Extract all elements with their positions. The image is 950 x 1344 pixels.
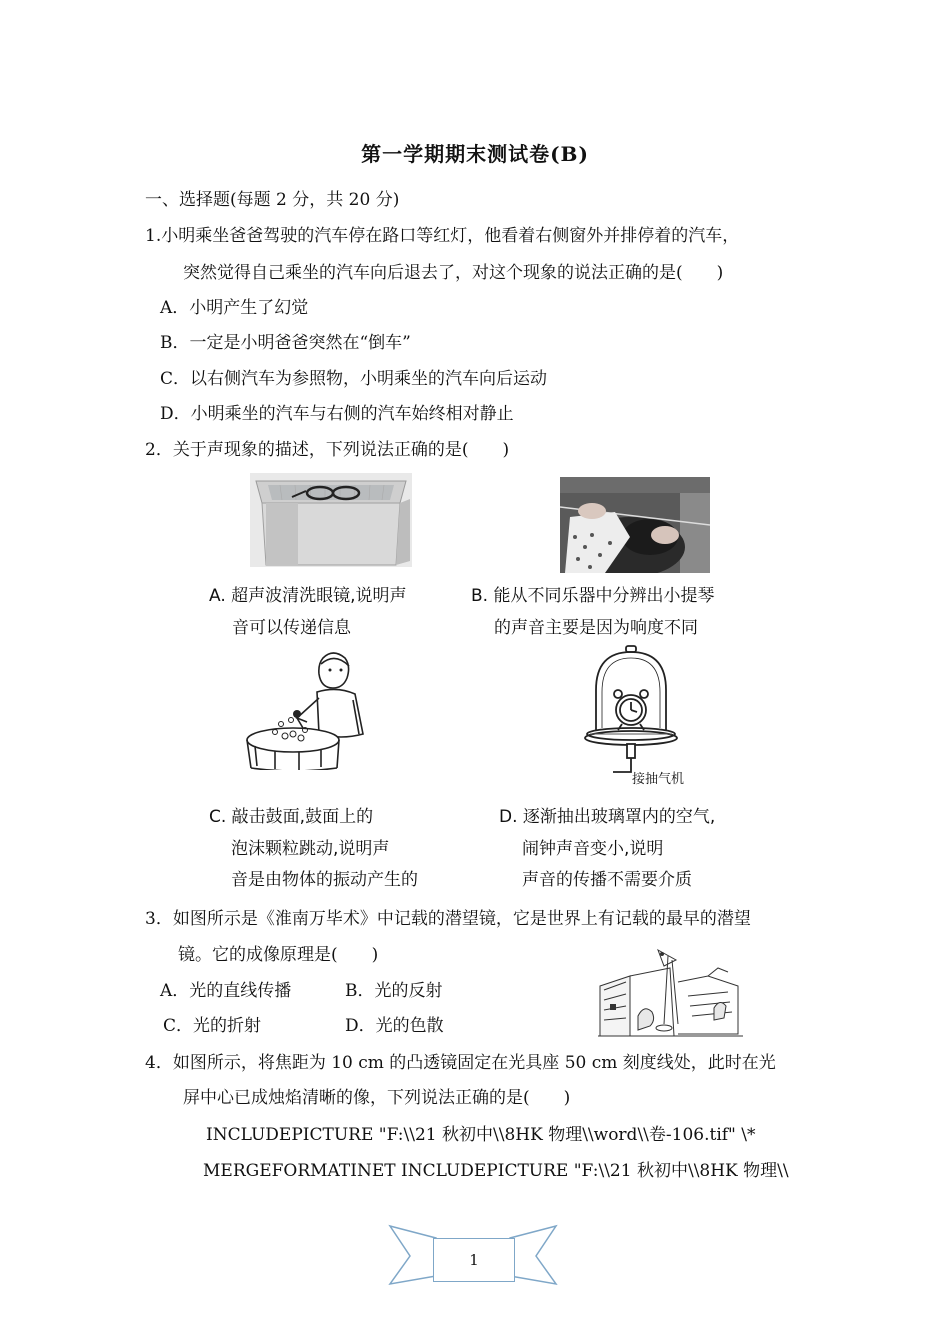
q3-stem-line2: 镜。它的成像原理是( ) [178, 945, 379, 965]
q3-option-a: A．光的直线传播 [160, 981, 292, 1001]
q3-stem-line1: 3．如图所示是《淮南万毕术》中记载的潜望镜，它是世界上有记载的最早的潜望 [145, 909, 751, 929]
q3-option-b: B．光的反射 [345, 981, 443, 1001]
q1-stem-line1: 1.小明乘坐爸爸驾驶的汽车停在路口等红灯，他看着右侧窗外并排停着的汽车， [145, 226, 740, 246]
q2-caption-a-line1: A. 超声波清洗眼镜,说明声 [209, 586, 407, 606]
drum-figure [245, 648, 385, 770]
q3-option-d: D．光的色散 [345, 1016, 444, 1036]
q2-caption-b-line1: B. 能从不同乐器中分辨出小提琴 [471, 586, 715, 606]
q3-option-c: C．光的折射 [163, 1016, 262, 1036]
q2-caption-d-line3: 声音的传播不需要介质 [522, 870, 692, 890]
ultrasonic-cleaner-figure [250, 473, 412, 567]
page-title: 第一学期期末测试卷(B) [361, 142, 589, 166]
violin-figure [560, 477, 710, 573]
q2-caption-c-line1: C. 敲击鼓面,鼓面上的 [209, 807, 374, 827]
q4-stem-line1: 4．如图所示，将焦距为 10 cm 的凸透镜固定在光具座 50 cm 刻度线处，此时在光 [145, 1053, 776, 1073]
section-heading: 一、选择题(每题 2 分，共 20 分) [145, 190, 400, 210]
q1-stem-line2: 突然觉得自己乘坐的汽车向后退去了，对这个现象的说法正确的是( ) [183, 263, 724, 283]
q2-stem: 2．关于声现象的描述，下列说法正确的是( ) [145, 440, 510, 460]
pump-label: 接抽气机 [632, 772, 685, 787]
page-number: 1 [433, 1238, 515, 1282]
q4-field-code-line1: INCLUDEPICTURE "F:\\21 秋初中\\8HK 物理\\word\\卷-106.tif" \* [206, 1125, 756, 1145]
q4-stem-line2: 屏中心已成烛焰清晰的像，下列说法正确的是( ) [183, 1088, 571, 1108]
q1-option-b: B．一定是小明爸爸突然在“倒车” [160, 333, 411, 353]
q2-caption-c-line2: 泡沫颗粒跳动,说明声 [231, 839, 390, 859]
q2-caption-a-line2: 音可以传递信息 [232, 618, 351, 638]
q1-option-d: D．小明乘坐的汽车与右侧的汽车始终相对静止 [160, 404, 514, 424]
q2-caption-c-line3: 音是由物体的振动产生的 [231, 870, 418, 890]
q2-caption-d-line2: 闹钟声音变小,说明 [522, 839, 664, 859]
q1-option-c: C．以右侧汽车为参照物，小明乘坐的汽车向后运动 [160, 369, 548, 389]
ancient-periscope-figure [598, 946, 743, 1038]
q1-option-a: A．小明产生了幻觉 [160, 298, 309, 318]
q2-caption-b-line2: 的声音主要是因为响度不同 [494, 618, 698, 638]
q4-field-code-line2: MERGEFORMATINET INCLUDEPICTURE "F:\\21 秋初中\\8HK 物理\\ [203, 1161, 789, 1181]
q2-caption-d-line1: D. 逐渐抽出玻璃罩内的空气, [499, 807, 716, 827]
